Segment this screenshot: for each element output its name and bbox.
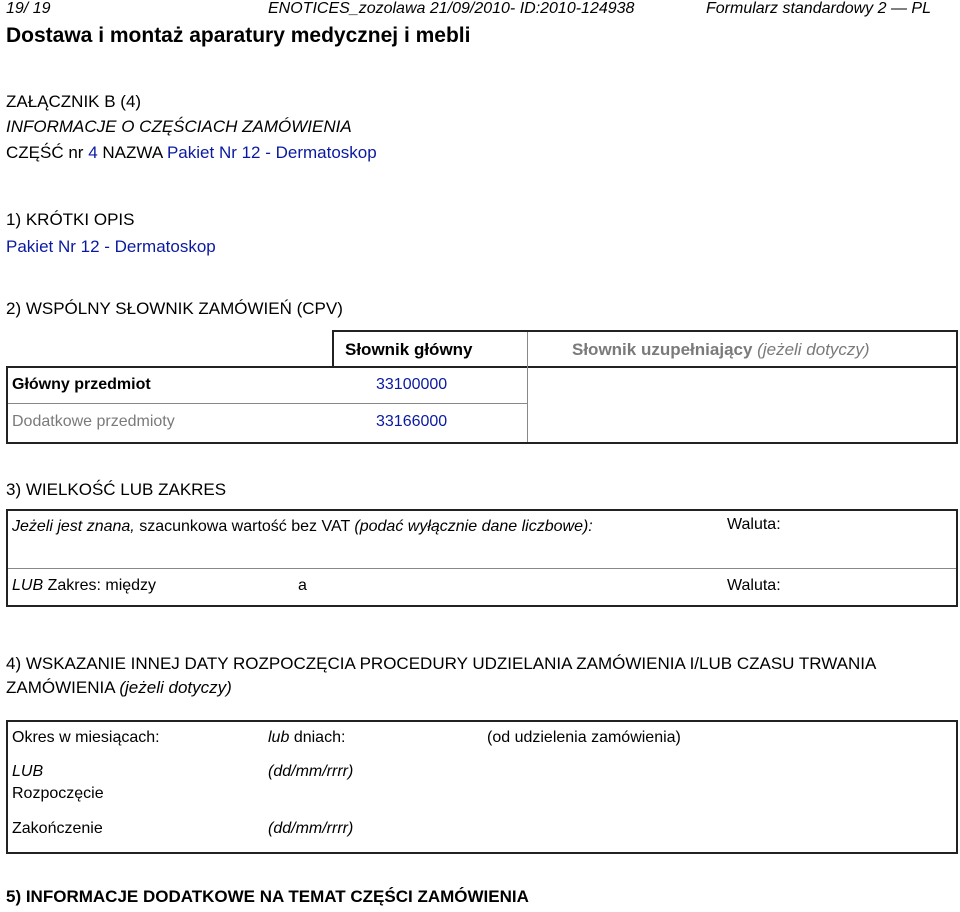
section1-text: Pakiet Nr 12 - Dermatoskop (6, 237, 216, 256)
estimate-italic-b: (podać wyłącznie dane liczbowe): (354, 518, 593, 535)
days-or: lub (268, 729, 290, 746)
notice-id: ENOTICES_zozolawa 21/09/2010- ID:2010-124938 (268, 0, 635, 17)
form-name: Formularz standardowy 2 — PL (706, 0, 931, 17)
range-and: a (298, 577, 307, 594)
end-format: (dd/mm/rrrr) (268, 820, 354, 837)
start-label: Rozpoczęcie (12, 785, 104, 802)
section4-heading (6, 652, 951, 700)
estimate-italic-a: Jeżeli jest znana, (12, 518, 135, 535)
cpv-row-extra-code: 33166000 (376, 413, 448, 430)
part-prefix: CZĘŚĆ nr (6, 143, 84, 162)
start-or: LUB (12, 763, 44, 780)
cpv-col-supp (572, 340, 870, 360)
range-label (12, 577, 156, 595)
cpv-row-divider (8, 403, 527, 404)
part-name-label: NAZWA (102, 143, 163, 162)
cpv-col-main: Słownik główny (345, 340, 473, 359)
from-award-note: (od udzielenia zamówienia) (487, 729, 681, 746)
cpv-col-supp-note: (jeżeli dotyczy) (757, 340, 870, 359)
section2-heading: 2) WSPÓLNY SŁOWNIK ZAMÓWIEŃ (CPV) (6, 299, 343, 318)
range-between: Zakres: między (47, 577, 157, 594)
annex-part-line (6, 143, 377, 163)
cpv-row-extra-label: Dodatkowe przedmioty (12, 413, 175, 430)
size-row-divider (8, 568, 956, 569)
estimate-currency-label: Waluta: (727, 516, 781, 533)
days-word: dniach: (293, 729, 346, 746)
cpv-col-supp-label: Słownik uzupełniający (572, 340, 753, 359)
annex-label: ZAŁĄCZNIK B (4) (6, 92, 142, 111)
part-number: 4 (88, 143, 98, 162)
cpv-row-main-label: Główny przedmiot (12, 376, 151, 393)
days-label (268, 729, 345, 747)
section4-heading-text: 4) WSKAZANIE INNEJ DATY ROZPOCZĘCIA PROCEDURY UDZIELANIA ZAMÓWIENIA I/LUB CZASU TRWANIA ZAMÓWIENIA (6, 654, 876, 697)
section4-heading-note: (jeżeli dotyczy) (119, 678, 232, 697)
cpv-row-main-code: 33100000 (376, 376, 448, 393)
part-name: Pakiet Nr 12 - Dermatoskop (166, 143, 377, 162)
start-format: (dd/mm/rrrr) (268, 763, 354, 780)
range-or: LUB (12, 577, 44, 594)
page-number: 19/ 19 (6, 0, 51, 17)
section1-heading: 1) KRÓTKI OPIS (6, 210, 135, 229)
section3-heading: 3) WIELKOŚĆ LUB ZAKRES (6, 480, 227, 499)
months-label: Okres w miesiącach: (12, 729, 160, 746)
estimate-label (12, 516, 652, 538)
range-currency-label: Waluta: (727, 577, 781, 594)
document-title: Dostawa i montaż aparatury medycznej i mebli (6, 24, 471, 47)
cpv-col-divider (527, 332, 528, 442)
annex-subtitle: INFORMACJE O CZĘŚCIACH ZAMÓWIENIA (6, 117, 352, 136)
section5-heading: 5) INFORMACJE DODATKOWE NA TEMAT CZĘŚCI ZAMÓWIENIA (6, 887, 529, 906)
end-label: Zakończenie (12, 820, 103, 837)
estimate-regular: szacunkowa wartość bez VAT (139, 518, 350, 535)
